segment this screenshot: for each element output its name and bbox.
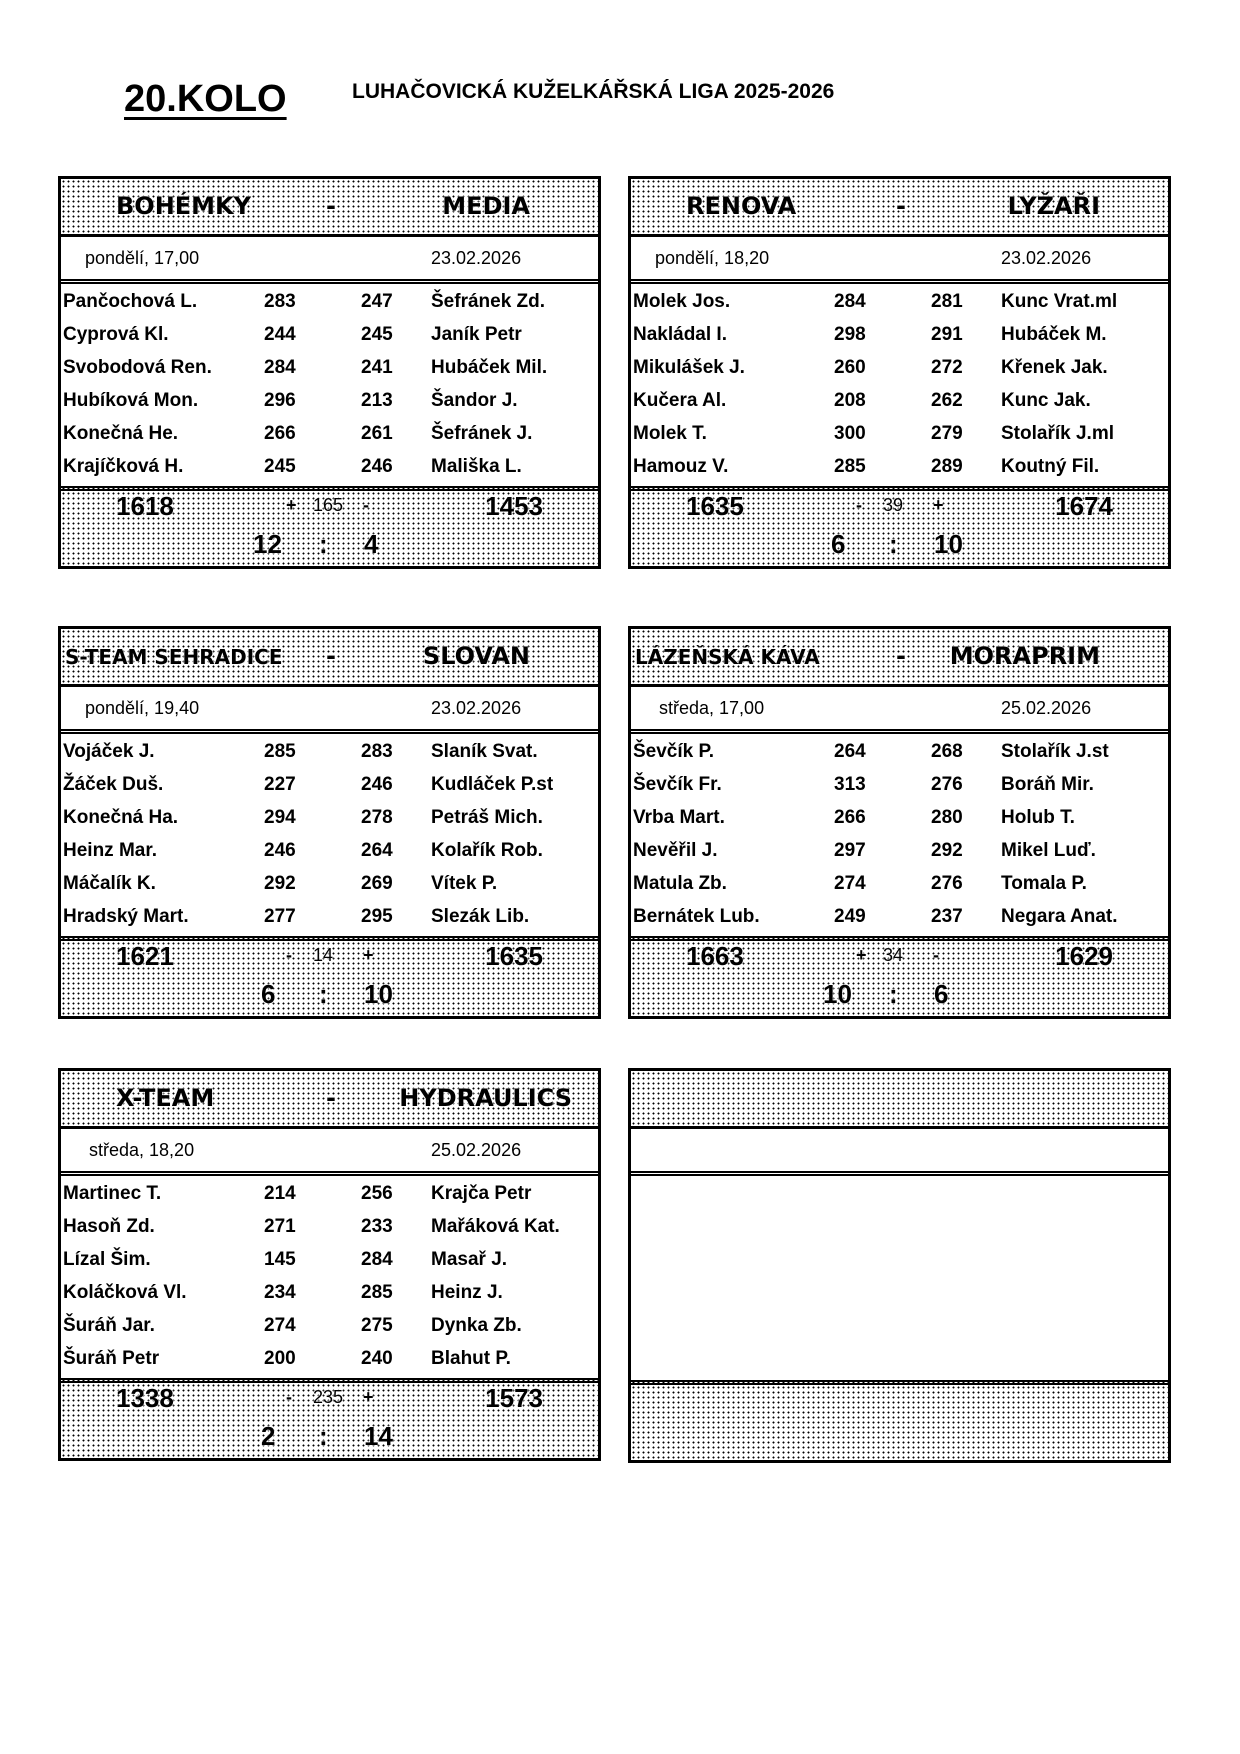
team-separator: - (326, 642, 336, 670)
away-player: Hubáček Mil. (431, 357, 548, 378)
match-date: 25.02.2026 (431, 1140, 522, 1160)
sign-right: + (363, 1387, 374, 1407)
away-score: 269 (361, 873, 393, 894)
home-player: Máčalík K. (63, 873, 156, 894)
away-score: 246 (361, 456, 393, 477)
away-player: Kolařík Rob. (431, 840, 543, 861)
match-card (58, 176, 601, 569)
home-player: Hasoň Zd. (63, 1216, 155, 1237)
away-points: 10 (934, 529, 963, 559)
home-player: Koláčková Vl. (63, 1282, 187, 1303)
away-player: Kunc Jak. (1001, 390, 1091, 411)
player-rows (631, 734, 1168, 936)
match-totals (631, 486, 1168, 566)
away-points: 6 (934, 979, 949, 1009)
home-score: 271 (264, 1216, 296, 1237)
sign-right: + (933, 495, 944, 515)
home-score: 292 (264, 873, 296, 894)
home-player: Pančochová L. (63, 291, 198, 312)
home-score: 260 (834, 357, 866, 378)
home-team: LÁZEŇSKÁ KÁVA (635, 645, 820, 669)
home-score: 294 (264, 807, 296, 828)
home-score: 277 (264, 906, 296, 927)
home-player: Heinz Mar. (63, 840, 157, 861)
home-player: Konečná He. (63, 423, 179, 444)
sign-left: + (286, 495, 297, 515)
score-difference: 34 (883, 945, 904, 965)
away-score: 285 (361, 1282, 393, 1303)
player-row (61, 1310, 598, 1343)
away-score: 245 (361, 324, 393, 345)
match-totals (631, 1380, 1168, 1460)
away-player: Šandor J. (431, 390, 518, 411)
away-score: 289 (931, 456, 963, 477)
match-date: 23.02.2026 (431, 248, 522, 268)
player-row (61, 835, 598, 868)
home-score: 249 (834, 906, 866, 927)
away-score: 292 (931, 840, 963, 861)
home-player: Konečná Ha. (63, 807, 179, 828)
home-score: 145 (264, 1249, 296, 1270)
player-row (61, 802, 598, 835)
home-player: Šuráň Jar. (63, 1315, 155, 1336)
away-total: 1453 (485, 491, 543, 521)
home-score: 245 (264, 456, 296, 477)
home-player: Svobodová Ren. (63, 357, 212, 378)
home-player: Nakládal I. (633, 324, 727, 345)
home-total: 1338 (116, 1383, 174, 1413)
away-player: Slaník Svat. (431, 741, 538, 762)
player-row (631, 385, 1168, 418)
league-title: LUHAČOVICKÁ KUŽELKÁŘSKÁ LIGA 2025-2026 (352, 80, 835, 103)
match-totals (631, 936, 1168, 1016)
player-row (61, 352, 598, 385)
player-row (631, 352, 1168, 385)
match-header (631, 629, 1168, 687)
away-player: Slezák Lib. (431, 906, 530, 927)
away-player: Holub T. (1001, 807, 1075, 828)
away-player: Stolařík J.st (1001, 741, 1109, 762)
home-player: Krajíčková H. (63, 456, 184, 477)
sign-right: + (363, 945, 374, 965)
away-total: 1635 (485, 941, 543, 971)
match-day-time: středa, 17,00 (659, 698, 765, 718)
match-header (61, 1071, 598, 1129)
away-score: 276 (931, 873, 963, 894)
player-row (61, 868, 598, 901)
away-total: 1629 (1055, 941, 1113, 971)
match-info (61, 1129, 598, 1176)
away-player: Janík Petr (431, 324, 522, 345)
home-team: RENOVA (686, 192, 797, 220)
player-row (61, 385, 598, 418)
home-score: 300 (834, 423, 866, 444)
away-score: 247 (361, 291, 393, 312)
sign-right: - (363, 495, 369, 515)
sign-left: + (856, 945, 867, 965)
away-player: Masař J. (431, 1249, 508, 1270)
home-player: Žáček Duš. (63, 774, 164, 795)
match-card (58, 1068, 601, 1461)
away-player: Heinz J. (431, 1282, 503, 1303)
player-row (61, 286, 598, 319)
sign-left: - (286, 945, 292, 965)
sign-left: - (286, 1387, 292, 1407)
round-title: 20.KOLO (124, 78, 287, 120)
player-row (61, 736, 598, 769)
away-total: 1573 (485, 1383, 543, 1413)
home-score: 244 (264, 324, 296, 345)
home-score: 274 (264, 1315, 296, 1336)
player-row (61, 319, 598, 352)
away-score: 262 (931, 390, 963, 411)
sign-left: - (856, 495, 862, 515)
home-score: 234 (264, 1282, 296, 1303)
match-info (631, 1129, 1168, 1176)
player-row (61, 1343, 598, 1376)
away-score: 240 (361, 1348, 393, 1369)
home-player: Cyprová Kl. (63, 324, 169, 345)
match-info (631, 687, 1168, 734)
player-row (61, 1244, 598, 1277)
home-score: 208 (834, 390, 866, 411)
away-score: 278 (361, 807, 393, 828)
match-day-time: pondělí, 17,00 (85, 248, 200, 268)
away-player: Koutný Fil. (1001, 456, 1100, 477)
away-score: 268 (931, 741, 963, 762)
home-score: 284 (264, 357, 296, 378)
away-player: Mališka L. (431, 456, 522, 477)
home-score: 246 (264, 840, 296, 861)
home-player: Hamouz V. (633, 456, 729, 477)
match-card (628, 176, 1171, 569)
points-colon: : (319, 1421, 328, 1451)
player-row (631, 868, 1168, 901)
points-colon: : (889, 529, 898, 559)
away-player: Kudláček P.st (431, 774, 554, 795)
player-row (631, 736, 1168, 769)
away-player: Petráš Mich. (431, 807, 543, 828)
away-player: Negara Anat. (1001, 906, 1118, 927)
home-score: 297 (834, 840, 866, 861)
away-score: 281 (931, 291, 963, 312)
home-player: Nevěřil J. (633, 840, 718, 861)
away-score: 291 (931, 324, 963, 345)
away-player: Stolařík J.ml (1001, 423, 1114, 444)
away-score: 276 (931, 774, 963, 795)
score-difference: 165 (313, 495, 344, 515)
away-team: MEDIA (442, 192, 530, 220)
home-player: Hradský Mart. (63, 906, 189, 927)
home-total: 1663 (686, 941, 744, 971)
home-player: Molek Jos. (633, 291, 731, 312)
away-player: Kunc Vrat.ml (1001, 291, 1118, 312)
home-player: Matula Zb. (633, 873, 727, 894)
away-player: Mikel Luď. (1001, 840, 1096, 861)
home-player: Bernátek Lub. (633, 906, 760, 927)
away-score: 241 (361, 357, 393, 378)
away-player: Šefránek J. (431, 423, 533, 444)
home-score: 264 (834, 741, 866, 762)
away-score: 237 (931, 906, 963, 927)
home-points: 6 (261, 979, 276, 1009)
player-rows (631, 284, 1168, 486)
away-team: HYDRAULICS (399, 1084, 572, 1112)
home-team: BOHÉMKY (116, 192, 252, 220)
player-row (61, 451, 598, 484)
player-row (631, 901, 1168, 934)
score-difference: 14 (313, 945, 334, 965)
team-separator: - (326, 1084, 336, 1112)
away-player: Křenek Jak. (1001, 357, 1108, 378)
away-score: 261 (361, 423, 393, 444)
home-score: 284 (834, 291, 866, 312)
away-score: 279 (931, 423, 963, 444)
match-info (61, 687, 598, 734)
match-header (61, 629, 598, 687)
player-row (61, 769, 598, 802)
points-colon: : (319, 979, 328, 1009)
match-card (58, 626, 601, 1019)
away-player: Tomala P. (1001, 873, 1087, 894)
away-score: 264 (361, 840, 393, 861)
away-player: Šefránek Zd. (431, 291, 546, 312)
points-colon: : (889, 979, 898, 1009)
match-date: 23.02.2026 (431, 698, 522, 718)
home-player: Lízal Šim. (63, 1249, 151, 1270)
home-player: Hubíková Mon. (63, 390, 199, 411)
points-colon: : (319, 529, 328, 559)
match-info (631, 237, 1168, 284)
home-team: X-TEAM (116, 1084, 215, 1112)
home-score: 283 (264, 291, 296, 312)
home-score: 200 (264, 1348, 296, 1369)
home-player: Vojáček J. (63, 741, 155, 762)
away-player: Vítek P. (431, 873, 498, 894)
away-score: 246 (361, 774, 393, 795)
home-player: Ševčík P. (633, 741, 715, 762)
away-team: MORAPRIM (949, 642, 1100, 670)
home-total: 1618 (116, 491, 174, 521)
home-player: Kučera Al. (633, 390, 727, 411)
home-total: 1635 (686, 491, 744, 521)
team-separator: - (896, 642, 906, 670)
match-totals (61, 1378, 598, 1458)
away-score: 275 (361, 1315, 393, 1336)
player-rows (61, 284, 598, 486)
home-player: Šuráň Petr (63, 1348, 160, 1369)
away-points: 10 (364, 979, 393, 1009)
away-player: Blahut P. (431, 1348, 511, 1369)
home-player: Mikulášek J. (633, 357, 745, 378)
match-totals (61, 936, 598, 1016)
player-rows (61, 1176, 598, 1378)
away-score: 256 (361, 1183, 393, 1204)
score-difference: 235 (313, 1387, 344, 1407)
home-player: Martinec T. (63, 1183, 162, 1204)
away-score: 295 (361, 906, 393, 927)
away-score: 213 (361, 390, 393, 411)
home-score: 285 (834, 456, 866, 477)
player-rows (631, 1176, 1168, 1380)
away-points: 4 (364, 529, 379, 559)
home-score: 266 (834, 807, 866, 828)
away-player: Dynka Zb. (431, 1315, 522, 1336)
home-score: 274 (834, 873, 866, 894)
away-score: 272 (931, 357, 963, 378)
match-day-time: pondělí, 18,20 (655, 248, 770, 268)
player-row (631, 418, 1168, 451)
home-score: 296 (264, 390, 296, 411)
player-row (631, 286, 1168, 319)
player-row (61, 1277, 598, 1310)
home-score: 285 (264, 741, 296, 762)
player-row (61, 1211, 598, 1244)
match-header (61, 179, 598, 237)
match-header (631, 179, 1168, 237)
away-team: SLOVAN (422, 642, 530, 670)
player-row (61, 418, 598, 451)
match-card (628, 626, 1171, 1019)
sign-right: - (933, 945, 939, 965)
home-score: 313 (834, 774, 866, 795)
away-total: 1674 (1055, 491, 1113, 521)
player-row (631, 451, 1168, 484)
home-total: 1621 (116, 941, 174, 971)
match-info (61, 237, 598, 284)
player-row (631, 802, 1168, 835)
match-header (631, 1071, 1168, 1129)
match-totals (61, 486, 598, 566)
away-score: 280 (931, 807, 963, 828)
player-row (631, 835, 1168, 868)
away-points: 14 (364, 1421, 393, 1451)
player-row (61, 1178, 598, 1211)
match-date: 25.02.2026 (1001, 698, 1092, 718)
team-separator: - (896, 192, 906, 220)
away-player: Hubáček M. (1001, 324, 1107, 345)
home-score: 227 (264, 774, 296, 795)
home-points: 10 (823, 979, 852, 1009)
score-difference: 39 (883, 495, 904, 515)
home-score: 298 (834, 324, 866, 345)
match-day-time: pondělí, 19,40 (85, 698, 200, 718)
player-row (631, 319, 1168, 352)
home-score: 214 (264, 1183, 296, 1204)
home-points: 6 (831, 529, 846, 559)
home-points: 12 (253, 529, 282, 559)
player-rows (61, 734, 598, 936)
away-score: 284 (361, 1249, 393, 1270)
player-row (631, 769, 1168, 802)
home-team: S-TEAM SEHRADICE (65, 645, 283, 669)
away-player: Boráň Mir. (1001, 774, 1094, 795)
away-score: 283 (361, 741, 393, 762)
home-player: Ševčík Fr. (633, 774, 722, 795)
away-player: Mařáková Kat. (431, 1216, 560, 1237)
home-player: Molek T. (633, 423, 707, 444)
home-points: 2 (261, 1421, 276, 1451)
player-row (61, 901, 598, 934)
away-team: LYŽAŘI (1007, 192, 1100, 220)
team-separator: - (326, 192, 336, 220)
home-player: Vrba Mart. (633, 807, 725, 828)
away-score: 233 (361, 1216, 393, 1237)
home-score: 266 (264, 423, 296, 444)
match-date: 23.02.2026 (1001, 248, 1092, 268)
away-player: Krajča Petr (431, 1183, 532, 1204)
match-day-time: středa, 18,20 (89, 1140, 195, 1160)
empty-match-card (628, 1068, 1171, 1463)
